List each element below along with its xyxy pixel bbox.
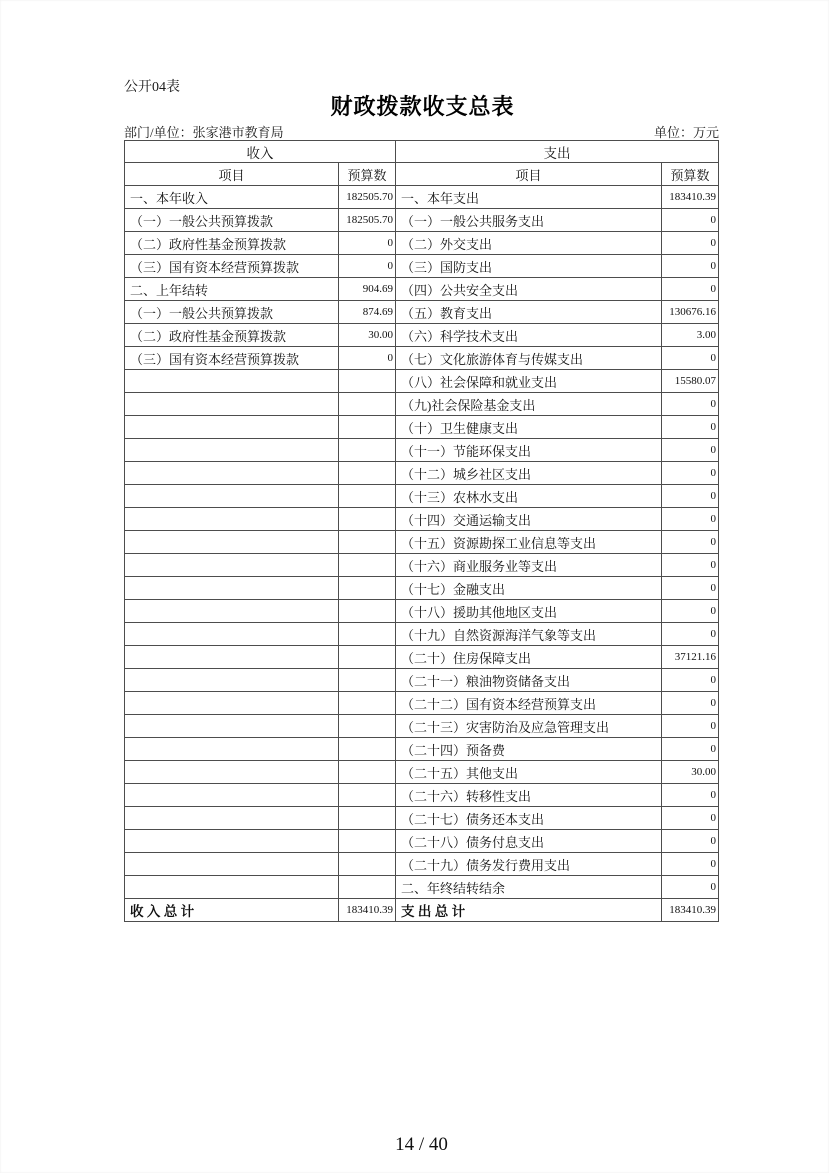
income-value-cell — [339, 370, 396, 393]
expense-value-cell: 0 — [662, 255, 719, 278]
expense-value-cell: 0 — [662, 554, 719, 577]
expense-item-cell: （二十三）灾害防治及应急管理支出 — [396, 715, 662, 738]
expense-item-cell: （二十四）预备费 — [396, 738, 662, 761]
table-row — [125, 416, 719, 439]
income-item-cell — [125, 554, 339, 577]
expense-item-cell: （二十九）债务发行费用支出 — [396, 853, 662, 876]
expense-item-cell: （十六）商业服务业等支出 — [396, 554, 662, 577]
income-value-cell — [339, 853, 396, 876]
expense-item-cell: （十四）交通运输支出 — [396, 508, 662, 531]
expense-value-cell: 0 — [662, 600, 719, 623]
expense-item-cell: （九)社会保险基金支出 — [396, 393, 662, 416]
expense-value-cell: 0 — [662, 577, 719, 600]
table-row — [125, 278, 719, 301]
income-total-value: 183410.39 — [339, 899, 396, 922]
expense-value-cell: 130676.16 — [662, 301, 719, 324]
expense-item-cell: （二十八）债务付息支出 — [396, 830, 662, 853]
income-value-cell — [339, 577, 396, 600]
expense-value-cell: 0 — [662, 485, 719, 508]
income-item-cell — [125, 715, 339, 738]
income-value-cell: 904.69 — [339, 278, 396, 301]
income-value-cell — [339, 600, 396, 623]
table-row — [125, 347, 719, 370]
income-value-cell: 30.00 — [339, 324, 396, 347]
expense-value-cell: 0 — [662, 508, 719, 531]
income-item-cell: 一、本年收入 — [125, 186, 339, 209]
expense-value-cell: 37121.16 — [662, 646, 719, 669]
income-value-cell — [339, 738, 396, 761]
table-row — [125, 738, 719, 761]
income-value-cell — [339, 669, 396, 692]
expense-value-cell: 3.00 — [662, 324, 719, 347]
expense-total-value: 183410.39 — [662, 899, 719, 922]
income-item-cell — [125, 876, 339, 899]
income-item-cell — [125, 669, 339, 692]
expense-value-cell: 0 — [662, 692, 719, 715]
expense-value-cell: 0 — [662, 462, 719, 485]
table-row — [125, 692, 719, 715]
expense-value-cell: 0 — [662, 876, 719, 899]
income-item-cell — [125, 807, 339, 830]
expense-value-cell: 0 — [662, 807, 719, 830]
expense-item-cell: （二十一）粮油物资储备支出 — [396, 669, 662, 692]
expense-item-cell: （十二）城乡社区支出 — [396, 462, 662, 485]
expense-item-cell: （二十六）转移性支出 — [396, 784, 662, 807]
income-item-cell — [125, 393, 339, 416]
income-value-cell — [339, 485, 396, 508]
table-row — [125, 669, 719, 692]
table-row — [125, 623, 719, 646]
table-row — [125, 577, 719, 600]
expense-value-cell: 0 — [662, 830, 719, 853]
table-row — [125, 761, 719, 784]
table-row — [125, 324, 719, 347]
budget-table — [124, 140, 719, 922]
table-row — [125, 646, 719, 669]
expense-value-cell: 0 — [662, 669, 719, 692]
expense-item-cell: （十三）农林水支出 — [396, 485, 662, 508]
income-item-cell — [125, 692, 339, 715]
table-row — [125, 186, 719, 209]
table-row — [125, 876, 719, 899]
expense-value-cell: 0 — [662, 278, 719, 301]
income-item-cell — [125, 853, 339, 876]
income-value-cell: 0 — [339, 347, 396, 370]
expense-item-cell: （五）教育支出 — [396, 301, 662, 324]
expense-value-cell: 0 — [662, 853, 719, 876]
expense-value-cell: 0 — [662, 439, 719, 462]
income-item-cell: （三）国有资本经营预算拨款 — [125, 347, 339, 370]
income-value-cell: 0 — [339, 255, 396, 278]
income-value-cell — [339, 531, 396, 554]
table-row — [125, 554, 719, 577]
income-value-cell — [339, 439, 396, 462]
income-item-cell — [125, 577, 339, 600]
income-item-cell — [125, 761, 339, 784]
income-value-cell — [339, 393, 396, 416]
expense-value-cell: 0 — [662, 347, 719, 370]
table-row — [125, 508, 719, 531]
income-item-cell: （一）一般公共预算拨款 — [125, 301, 339, 324]
expense-item-cell: （十七）金融支出 — [396, 577, 662, 600]
income-value-cell: 182505.70 — [339, 209, 396, 232]
expense-item-cell: （四）公共安全支出 — [396, 278, 662, 301]
expense-section-header: 支出 — [396, 141, 719, 163]
income-item-cell — [125, 646, 339, 669]
income-value-cell — [339, 784, 396, 807]
expense-value-cell: 0 — [662, 393, 719, 416]
expense-item-cell: （十）卫生健康支出 — [396, 416, 662, 439]
income-item-cell — [125, 623, 339, 646]
income-item-cell: （二）政府性基金预算拨款 — [125, 232, 339, 255]
income-item-cell — [125, 830, 339, 853]
income-item-cell: （一）一般公共预算拨款 — [125, 209, 339, 232]
expense-item-cell: （三）国防支出 — [396, 255, 662, 278]
table-row — [125, 209, 719, 232]
total-row — [125, 899, 719, 922]
income-item-cell — [125, 439, 339, 462]
expense-item-cell: （一）一般公共服务支出 — [396, 209, 662, 232]
expense-value-cell: 0 — [662, 232, 719, 255]
table-row — [125, 853, 719, 876]
expense-item-header: 项目 — [396, 163, 662, 186]
income-item-cell: （三）国有资本经营预算拨款 — [125, 255, 339, 278]
income-item-cell — [125, 508, 339, 531]
expense-item-cell: 一、本年支出 — [396, 186, 662, 209]
income-item-cell: （二）政府性基金预算拨款 — [125, 324, 339, 347]
table-row — [125, 439, 719, 462]
income-item-cell — [125, 462, 339, 485]
table-row — [125, 370, 719, 393]
expense-item-cell: （十五）资源勘探工业信息等支出 — [396, 531, 662, 554]
expense-item-cell: （二十七）债务还本支出 — [396, 807, 662, 830]
income-value-cell — [339, 830, 396, 853]
expense-item-cell: （七）文化旅游体育与传媒支出 — [396, 347, 662, 370]
table-row — [125, 462, 719, 485]
expense-item-cell: （十九）自然资源海洋气象等支出 — [396, 623, 662, 646]
income-value-cell — [339, 508, 396, 531]
income-value-cell — [339, 876, 396, 899]
income-item-cell — [125, 531, 339, 554]
page-number: 14 / 40 — [395, 1134, 448, 1155]
table-row — [125, 393, 719, 416]
expense-item-cell: （八）社会保障和就业支出 — [396, 370, 662, 393]
income-item-header: 项目 — [125, 163, 339, 186]
expense-item-cell: （十八）援助其他地区支出 — [396, 600, 662, 623]
income-item-cell — [125, 485, 339, 508]
expense-value-cell: 30.00 — [662, 761, 719, 784]
table-row — [125, 301, 719, 324]
meta-row — [124, 122, 719, 141]
expense-budget-header: 预算数 — [662, 163, 719, 186]
expense-item-cell: （二十二）国有资本经营预算支出 — [396, 692, 662, 715]
income-value-cell — [339, 554, 396, 577]
form-code-label: 公开04表 — [124, 80, 180, 95]
unit-label: 单位：万元 — [653, 125, 719, 140]
expense-total-label: 支 出 总 计 — [396, 899, 662, 922]
expense-item-cell: （二）外交支出 — [396, 232, 662, 255]
table-row — [125, 807, 719, 830]
income-value-cell — [339, 416, 396, 439]
table-row — [125, 255, 719, 278]
expense-item-cell: 二、年终结转结余 — [396, 876, 662, 899]
expense-item-cell: （六）科学技术支出 — [396, 324, 662, 347]
table-row — [125, 531, 719, 554]
income-item-cell — [125, 370, 339, 393]
table-row — [125, 715, 719, 738]
expense-value-cell: 183410.39 — [662, 186, 719, 209]
income-total-label: 收 入 总 计 — [125, 899, 339, 922]
income-item-cell — [125, 738, 339, 761]
expense-value-cell: 0 — [662, 784, 719, 807]
income-value-cell — [339, 692, 396, 715]
section-header-row — [125, 141, 719, 163]
table-row — [125, 784, 719, 807]
expense-item-cell: （二十五）其他支出 — [396, 761, 662, 784]
expense-item-cell: （十一）节能环保支出 — [396, 439, 662, 462]
column-header-row — [125, 163, 719, 186]
department-label: 部门/单位：张家港市教育局 — [124, 125, 284, 140]
income-value-cell — [339, 462, 396, 485]
table-row — [125, 600, 719, 623]
expense-value-cell: 0 — [662, 209, 719, 232]
income-value-cell — [339, 807, 396, 830]
income-item-cell — [125, 600, 339, 623]
expense-value-cell: 0 — [662, 738, 719, 761]
expense-item-cell: （二十）住房保障支出 — [396, 646, 662, 669]
page-title: 财政拨款收支总表 — [330, 94, 515, 119]
income-value-cell — [339, 761, 396, 784]
income-budget-header: 预算数 — [339, 163, 396, 186]
expense-value-cell: 0 — [662, 715, 719, 738]
income-value-cell: 182505.70 — [339, 186, 396, 209]
income-item-cell — [125, 416, 339, 439]
table-row — [125, 232, 719, 255]
expense-value-cell: 0 — [662, 531, 719, 554]
table-row — [125, 830, 719, 853]
table-body — [125, 186, 719, 899]
income-value-cell — [339, 646, 396, 669]
income-item-cell: 二、上年结转 — [125, 278, 339, 301]
income-item-cell — [125, 784, 339, 807]
income-section-header: 收入 — [125, 141, 396, 163]
table-row — [125, 485, 719, 508]
income-value-cell — [339, 623, 396, 646]
income-value-cell: 874.69 — [339, 301, 396, 324]
expense-value-cell: 0 — [662, 623, 719, 646]
expense-value-cell: 15580.07 — [662, 370, 719, 393]
income-value-cell — [339, 715, 396, 738]
income-value-cell: 0 — [339, 232, 396, 255]
expense-value-cell: 0 — [662, 416, 719, 439]
